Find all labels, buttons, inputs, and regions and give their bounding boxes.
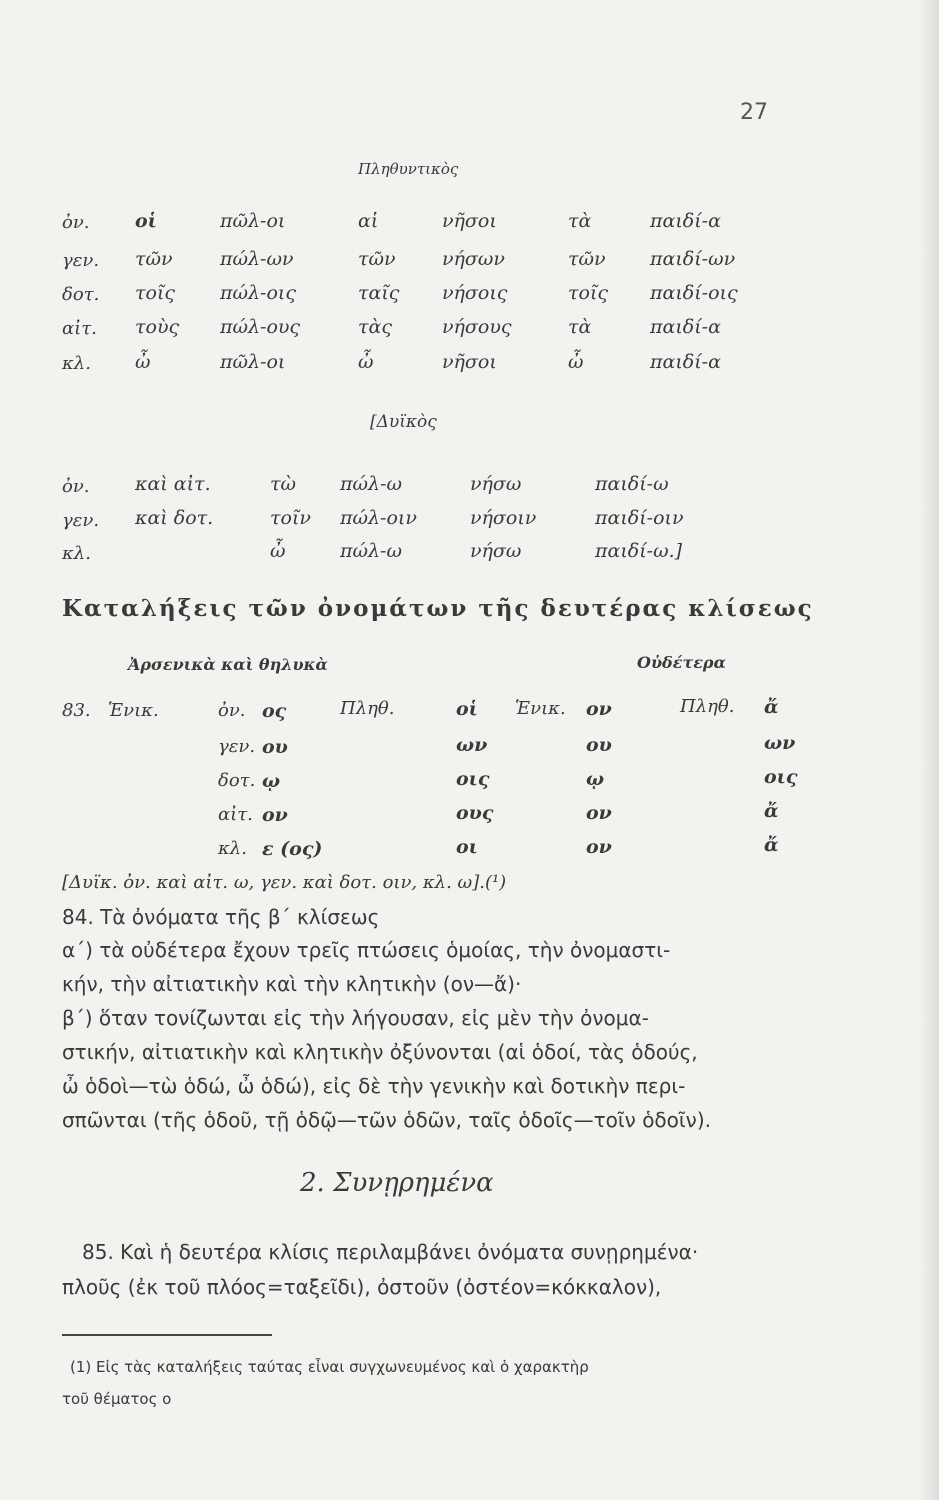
table-cell: παιδί-ω (595, 473, 669, 495)
page-edge-shadow (919, 0, 939, 1500)
table-cell: τοῖς (135, 282, 176, 304)
table-cell: παιδί-ω.] (595, 540, 683, 562)
case-label: δοτ. (62, 284, 100, 305)
ending-cell: οι (456, 836, 478, 858)
ending-cell: οις (764, 766, 798, 788)
dual-heading: [Δυϊκὸς (370, 412, 437, 432)
table-cell: καὶ αἰτ. (135, 473, 211, 495)
text-line: σπῶνται (τῆς ὁδοῦ, τῇ ὁδῷ—τῶν ὁδῶν, ταῖς ὁδοῖς—τοῖν ὁδοῖν). (62, 1108, 712, 1132)
text-line: στικήν, αἰτιατικὴν καὶ κλητικὴν ὀξύνονται (αἱ ὁδοί, τὰς ὁδούς, (62, 1040, 698, 1064)
plural-label: Πληθ. (340, 698, 395, 719)
table-cell: παιδί-α (650, 316, 721, 338)
text-line: 84. Τὰ ὀνόματα τῆς β΄ κλίσεως (62, 905, 380, 929)
case-label: αἰτ. (62, 318, 97, 339)
plural-heading: Πληθυντικὸς (358, 160, 459, 178)
ending-cell: ου (262, 736, 288, 758)
ending-cell: ον (586, 836, 612, 858)
ending-cell: ον (586, 698, 612, 720)
table-cell: τὰ (568, 210, 592, 232)
table-cell: ὦ (135, 351, 151, 373)
ending-cell: ους (456, 802, 494, 824)
table-cell: οἱ (135, 210, 157, 232)
masc-fem-label: Ἀρσενικὰ καὶ θηλυκὰ (128, 655, 328, 674)
ending-cell: οις (456, 768, 490, 790)
dual-endings-line: [Δυϊκ. ὀν. καὶ αἰτ. ω, γεν. καὶ δοτ. οιν, κλ. ω].(¹) (62, 872, 507, 893)
table-cell: πῶλ-οι (220, 210, 286, 232)
ending-cell: ον (262, 804, 288, 826)
para-number: 83. (62, 700, 91, 721)
singular-label: Ἑνικ. (515, 698, 566, 719)
table-cell: τὰς (358, 316, 392, 338)
page-number: 27 (740, 100, 768, 125)
ending-cell: ἄ (764, 696, 779, 718)
table-cell: νήσοις (442, 282, 508, 304)
ending-cell: ἄ (764, 800, 779, 822)
table-cell: τὰ (568, 316, 592, 338)
neuter-label: Οὐδέτερα (637, 653, 726, 672)
table-cell: νῆσοι (442, 351, 497, 373)
text-line: πλοῦς (ἐκ τοῦ πλόος=ταξεῖδι), ὀστοῦν (ὀστέον=κόκκαλον), (62, 1275, 662, 1299)
table-cell: παιδί-α (650, 351, 721, 373)
case-label: κλ. (62, 353, 91, 374)
table-cell: νήσοιν (470, 507, 537, 529)
table-cell: παιδί-οις (650, 282, 738, 304)
text-line: β΄) ὅταν τονίζωνται εἰς τὴν λήγουσαν, εἰς μὲν τὴν ὀνομα- (62, 1006, 649, 1030)
case-label: γεν. (62, 510, 100, 531)
case-label: ὀν. (62, 476, 90, 497)
table-cell: πώλ-ω (340, 540, 402, 562)
ending-cell: ων (456, 734, 488, 756)
table-cell: τῶν (358, 248, 396, 270)
table-cell: τῶν (568, 248, 606, 270)
ending-cell: ε (ος) (262, 838, 323, 860)
text-line: ὦ ὁδοὶ—τὼ ὁδώ, ὦ ὁδώ), εἰς δὲ τὴν γενικὴν καὶ δοτικὴν περι- (62, 1074, 686, 1098)
case-label: γεν. (62, 250, 100, 271)
case-label: ὀν. (62, 212, 90, 233)
table-cell: πώλ-ω (340, 473, 402, 495)
text-line: 85. Καὶ ἡ δευτέρα κλίσις περιλαμβάνει ὀνόματα συνῃρημένα· (82, 1240, 699, 1264)
table-cell: νῆσοι (442, 210, 497, 232)
table-cell: τὼ (270, 473, 297, 495)
ending-cell: ων (764, 732, 796, 754)
table-cell: νήσω (470, 540, 522, 562)
footnote-line: (1) Εἰς τὰς καταλήξεις ταύτας εἶναι συγχωνευμένος καὶ ὁ χαρακτὴρ (70, 1358, 589, 1376)
text-line: α΄) τὰ οὐδέτερα ἔχουν τρεῖς πτώσεις ὁμοίας, τὴν ὀνομαστι- (62, 938, 671, 962)
table-cell: τῶν (135, 248, 173, 270)
ending-cell: ἄ (764, 834, 779, 856)
table-cell: παιδί-ων (650, 248, 736, 270)
case-label: αἰτ. (218, 804, 253, 825)
table-cell: ταῖς (358, 282, 400, 304)
case-label: δοτ. (218, 770, 256, 791)
footnote-rule (62, 1334, 272, 1336)
case-label: ὀν. (218, 700, 246, 721)
table-cell: τοῖν (270, 507, 311, 529)
table-cell: ὦ (270, 540, 286, 562)
table-cell: καὶ δοτ. (135, 507, 214, 529)
table-cell: νήσων (442, 248, 505, 270)
footnote-line: τοῦ θέματος ο (62, 1390, 172, 1408)
table-cell: πώλ-οιν (340, 507, 417, 529)
ending-cell: οἱ (456, 698, 478, 720)
text-line: κήν, τὴν αἰτιατικὴν καὶ τὴν κλητικὴν (ον—ἄ)· (62, 972, 522, 996)
ending-cell: ου (586, 734, 612, 756)
table-cell: πώλ-οις (220, 282, 296, 304)
table-cell: πώλ-ους (220, 316, 301, 338)
table-cell: πῶλ-οι (220, 351, 286, 373)
endings-heading: Καταλήξεις τῶν ὀνομάτων τῆς δευτέρας κλίσεως (62, 595, 814, 622)
table-cell: νήσους (442, 316, 512, 338)
table-cell: παιδί-οιν (595, 507, 684, 529)
section-title: 2. Συνῃρημένα (300, 1168, 494, 1198)
table-cell: τοὺς (135, 316, 180, 338)
singular-label: Ἑνικ. (108, 700, 159, 721)
table-cell: ὦ (568, 351, 584, 373)
table-cell: παιδί-α (650, 210, 721, 232)
plural-label: Πληθ. (680, 696, 735, 717)
table-cell: νήσω (470, 473, 522, 495)
ending-cell: ος (262, 700, 287, 722)
table-cell: ὦ (358, 351, 374, 373)
table-cell: αἱ (358, 210, 379, 232)
table-cell: τοῖς (568, 282, 609, 304)
case-label: κλ. (218, 838, 247, 859)
ending-cell: ῳ (262, 770, 281, 792)
ending-cell: ῳ (586, 768, 605, 790)
ending-cell: ον (586, 802, 612, 824)
case-label: κλ. (62, 543, 91, 564)
table-cell: πώλ-ων (220, 248, 294, 270)
case-label: γεν. (218, 736, 256, 757)
